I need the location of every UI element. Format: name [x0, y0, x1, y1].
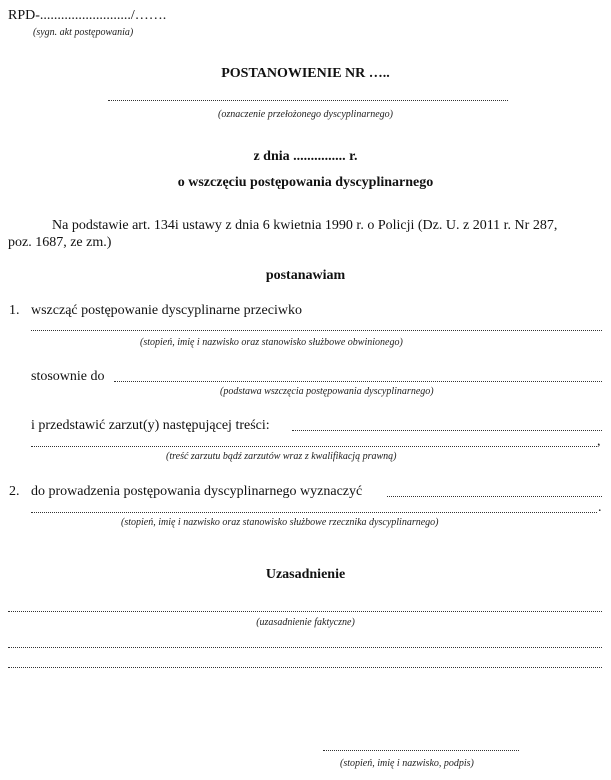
pursuant-caption: (podstawa wszczęcia postępowania dyscyplinarnego) — [220, 386, 434, 397]
charge-field-2[interactable] — [31, 446, 597, 447]
legal-basis-line-1: Na podstawie art. 134i ustawy z dnia 6 kwietnia 1990 r. o Policji (Dz. U. z 2011 r. Nr 287, — [52, 218, 558, 233]
item2-number: 2. — [9, 484, 20, 499]
justification-caption: (uzasadnienie faktyczne) — [256, 617, 355, 628]
justification-field-3[interactable] — [8, 667, 602, 668]
prosecutor-caption: (stopień, imię i nazwisko oraz stanowisko służbowe rzecznika dyscyplinarnego) — [121, 517, 439, 528]
prosecutor-field-1[interactable] — [387, 496, 602, 497]
prosecutor-period: . — [598, 500, 602, 515]
charge-label: i przedstawić zarzut(y) następującej treści: — [31, 418, 270, 433]
justification-field-2[interactable] — [8, 647, 602, 648]
pursuant-label: stosownie do — [31, 369, 105, 384]
date-line: z dnia ............... r. — [253, 149, 358, 164]
signature-field[interactable] — [323, 750, 519, 751]
item1-number: 1. — [9, 303, 20, 318]
decision-word: postanawiam — [265, 268, 346, 283]
pursuant-field[interactable] — [114, 381, 602, 382]
case-number-line: RPD-........................../……. — [8, 8, 167, 23]
signature-caption: (stopień, imię i nazwisko, podpis) — [340, 758, 474, 769]
charge-field-1[interactable] — [292, 430, 602, 431]
legal-basis-line-2: poz. 1687, ze zm.) — [8, 235, 112, 250]
charge-comma: , — [597, 434, 601, 449]
superior-caption: (oznaczenie przełożonego dyscyplinarnego) — [218, 109, 393, 120]
item1-text: wszcząć postępowanie dyscyplinarne przeciwko — [31, 303, 302, 318]
accused-caption: (stopień, imię i nazwisko oraz stanowisko służbowe obwinionego) — [140, 337, 403, 348]
document-title: POSTANOWIENIE NR ….. — [221, 66, 390, 81]
justification-title: Uzasadnienie — [265, 567, 346, 582]
justification-field-1[interactable] — [8, 611, 602, 612]
prosecutor-field-2[interactable] — [31, 512, 597, 513]
accused-field[interactable] — [31, 330, 602, 331]
charge-caption: (treść zarzutu bądź zarzutów wraz z kwalifikacją prawną) — [166, 451, 397, 462]
subject-line: o wszczęciu postępowania dyscyplinarnego — [177, 175, 434, 190]
case-number-caption: (sygn. akt postępowania) — [33, 27, 134, 38]
superior-field[interactable] — [108, 100, 508, 101]
item2-text: do prowadzenia postępowania dyscyplinarnego wyznaczyć — [31, 484, 363, 499]
